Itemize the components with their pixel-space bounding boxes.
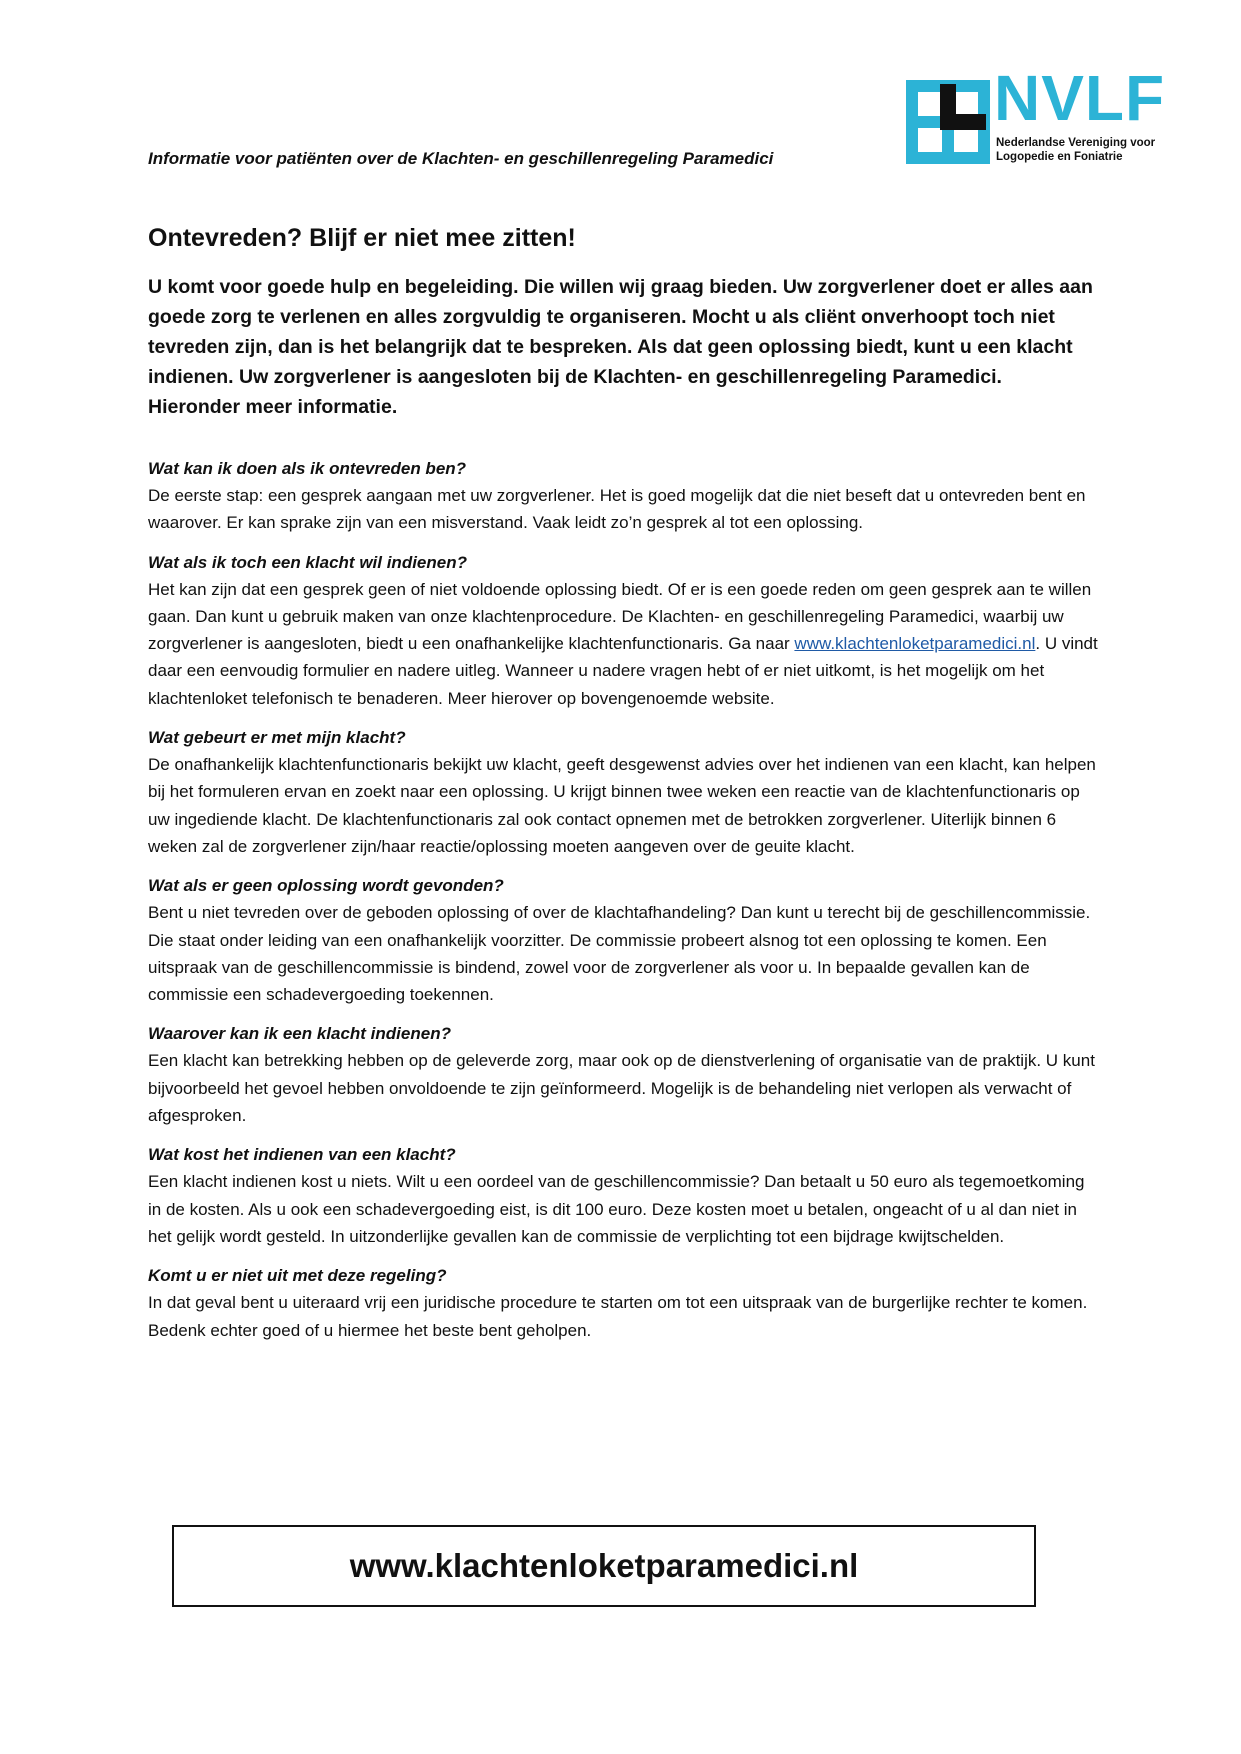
nvlf-wordmark: NVLF bbox=[994, 62, 1166, 134]
section-title: Wat als ik toch een klacht wil indienen? bbox=[148, 552, 467, 572]
section-body-before: Het kan zijn dat een gesprek geen of niet voldoende oplossing biedt. Of er is een goede reden om geen gesprek aan te willen gaan. Dan kunt u gebruik maken van onze klachtenprocedure. De Klachten- en geschillenregeling Paramedici, waarbij uw zorgverlener is aangesloten, biedt u een onafhankelijke klachtenfunctionaris. Ga naar bbox=[148, 579, 1092, 654]
footer-url[interactable]: www.klachtenloketparamedici.nl bbox=[349, 1547, 859, 1584]
logo-line-2: Logopedie en Foniatrie bbox=[996, 151, 1123, 163]
nvlf-logo-subtitle bbox=[996, 136, 1155, 164]
page-title: Ontevreden? Blijf er niet mee zitten! bbox=[148, 224, 576, 252]
section-title: Wat als er geen oplossing wordt gevonden? bbox=[148, 876, 504, 896]
klachtenloket-link[interactable]: www.klachtenloketparamedici.nl bbox=[794, 634, 1036, 654]
section-body: Een klacht indienen kost u niets. Wilt u een oordeel van de geschillencommissie? Dan betaalt u 50 euro als tegemoetkoming in de kosten. Als u ook een schadevergoeding eist, is dit 100 euro. Deze kosten moet u betalen, ongeacht of u al dan niet in het gelijk wordt gesteld. In uitzonderlijke gevallen kan de commissie de verplichting tot een bijdrage kwijtschelden. bbox=[148, 1172, 1085, 1246]
section-title: Wat kost het indienen van een klacht? bbox=[148, 1145, 456, 1165]
logo-line-1: Nederlandse Vereniging voor bbox=[996, 137, 1156, 149]
section-title: Waarover kan ik een klacht indienen? bbox=[148, 1024, 451, 1044]
section-body: Bent u niet tevreden over de geboden oplossing of over de klachtafhandeling? Dan kunt u terecht bij de geschillencommissie. Die staat onder leiding van een onafhankelijk voorzitter. De commissie probeert alsnog tot een oplossing te komen. Een uitspraak van de geschillencommissie is bindend, zowel voor de zorgverlener als voor u. In bepaalde gevallen kan de commissie een schadevergoeding toekennen. bbox=[148, 903, 1091, 1005]
section-costs bbox=[148, 1142, 1098, 1250]
section-no-solution bbox=[148, 873, 1098, 1008]
section-body: De eerste stap: een gesprek aangaan met uw zorgverlener. Het is goed mogelijk dat die niet beseft dat u ontevreden bent en waarover. Er kan sprake zijn van een misverstand. Vaak leidt zo’n gesprek al tot een oplossing. bbox=[148, 486, 1086, 533]
section-body: Een klacht kan betrekking hebben op de geleverde zorg, maar ook op de dienstverlening of organisatie van de praktijk. U kunt bijvoorbeeld het gevoel hebben onvoldoende te zijn geïnformeerd. Mogelijk is de behandeling niet verlopen als verwacht of afgesproken. bbox=[148, 1051, 1095, 1126]
section-body: De onafhankelijk klachtenfunctionaris bekijkt uw klacht, geeft desgewenst advies over het indienen van een klacht, kan helpen bij het formuleren ervan en zoekt naar een oplossing. U krijgt binnen twee weken een reactie van de klachtenfunctionaris op uw ingediende klacht. De klachtenfunctionaris zal ook contact opnemen met de betrokken zorgverlener. Uiterlijk binnen 6 weken zal de zorgverlener zijn/haar reactie/oplossing moeten aangeven over de geuite klacht. bbox=[148, 755, 1096, 856]
footer-url-box bbox=[172, 1525, 1036, 1607]
section-legal-procedure bbox=[148, 1263, 1098, 1344]
section-title: Wat kan ik doen als ik ontevreden ben? bbox=[148, 459, 467, 478]
section-body: In dat geval bent u uiteraard vrij een juridische procedure te starten om tot een uitspraak van de burgerlijke rechter te komen. Bedenk echter goed of u hiermee het beste bent geholpen. bbox=[148, 1293, 1088, 1340]
section-complaint-scope bbox=[148, 1021, 1098, 1129]
section-file-complaint bbox=[148, 550, 1098, 712]
intro-paragraph: U komt voor goede hulp en begeleiding. Die willen wij graag bieden. Uw zorgverlener doet er alles aan goede zorg te verlenen en alles zorgvuldig te organiseren. Mocht u als cliënt onverhoopt toch niet tevreden zijn, dan is het belangrijk dat te bespreken. Als dat geen oplossing biedt, kunt u een klacht indienen. Uw zorgverlener is aangesloten bij de Klachten- en geschillenregeling Paramedici. Hieronder meer informatie. bbox=[148, 276, 1093, 418]
section-title: Wat gebeurt er met mijn klacht? bbox=[148, 728, 406, 748]
section-title: Komt u er niet uit met deze regeling? bbox=[148, 1266, 447, 1286]
section-what-happens bbox=[148, 725, 1098, 860]
header-subtitle: Informatie voor patiënten over de Klachten- en geschillenregeling Paramedici bbox=[148, 149, 774, 168]
section-body bbox=[148, 576, 1098, 712]
sections bbox=[148, 456, 1098, 1357]
nvlf-logo bbox=[906, 62, 1186, 168]
section-dissatisfied bbox=[148, 456, 1098, 537]
nvlf-logo-mark-icon bbox=[906, 80, 990, 164]
section-body-after: . U vindt daar een eenvoudig formulier en nadere uitleg. Wanneer u nadere vragen hebt of er niet uitkomt, is het mogelijk om het klachtenloket telefonisch te benaderen. Meer hierover op bovengenoemde website. bbox=[148, 634, 1098, 708]
